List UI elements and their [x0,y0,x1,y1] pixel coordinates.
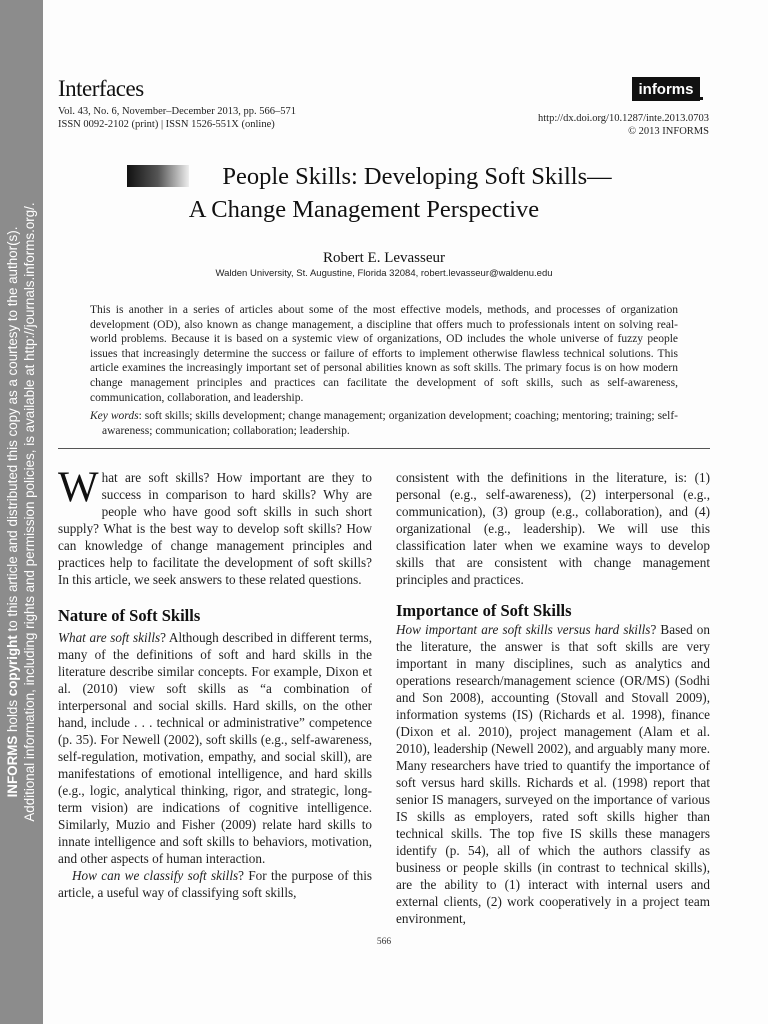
keywords-list: : soft skills; skills development; change management; organization development; coaching; mentoring; training; self-awareness; communication; collaboration; leadership. [102,410,679,437]
right-column [396,469,710,927]
abstract-text: This is another in a series of articles about some of the most effective models, methods, and processes of organization development (OD), also known as change management, a discipline that offers much to professionals intent on solving real-world problems. Because it is based on a systemic view of organizations, OD includes the whole universe of fuzzy people issues that increasingly determine the success or failure of efforts to implement otherwise flawless technical solutions. This article examines the increasingly important set of personal abilities known as soft skills. The primary focus is on how modern change management principles and practices can facilitate the development of soft skills, such as self-awareness, communication, collaboration, and leadership. [90,304,678,404]
author-affiliation: Walden University, St. Augustine, Florida 32084, robert.levasseur@waldenu.edu [215,268,553,279]
importance-paragraph-1: How important are soft skills versus hard skills? Based on the literature, the answer is that soft skills are very important in many disciplines, such as analytics and operations research/management science (OR/MS) (Sodhi and Son 2008), accounting (Stovall and Stovall 2009), information systems (IS) (Richards et al. 1998), finance (Dixon et al. 2010), project management (Alam et al. 2010), leadership (Newell 2002), and arguably many more. Many researchers have tried to quantify the importance of soft versus hard skills. Richards et al. (1998) report that senior IS managers, surveyed on the importance of various IS skills as employers, rated soft skills higher than technical skills. The top five IS skills these managers identify (p. 54), all of which the authors classify as business or people skills (in contrast to technical skills), are the ability to (1) interact with internal users and external clients, (2) work cooperatively in a project team environment, [396,622,710,926]
page-number: 566 [376,937,392,947]
intro-paragraph: What are soft skills? How important are they to success in comparison to hard skills? Why are people who have good soft skills in such short supply? What is the best way to develop soft skills? How can knowledge of change management principles and practices help to facilitate the development of soft skills? In this article, we seek answers to these related questions. [58,464,372,587]
classification-paragraph: consistent with the definitions in the literature, is: (1) personal (e.g., self-awareness), (2) interpersonal (e.g., communication), (3) group (e.g., collaboration), and (4) organizational (e.g., leadership). We will use this classification later when we examine ways to develop skills that are consistent with change management principles and practices. [396,470,710,587]
section-heading-nature: Nature of Soft Skills [58,606,201,625]
doi-block [538,112,709,138]
author-name: Robert E. Levasseur [322,250,446,266]
abstract [90,303,678,438]
copyright-line-2: Additional information, including rights and permission policies, is available at http://journals.informs.org/. [22,202,37,822]
drop-cap: W [58,464,99,511]
left-column [58,464,372,901]
volume-line: Vol. 43, No. 6, November–December 2013, pp. 566–571 [58,106,297,117]
copyright-sidebar [0,0,43,1024]
nature-paragraph-1: What are soft skills? Although described in different terms, many of the definitions of soft and hard skills in the literature describe similar concepts. For example, Dixon et al. (2010) view soft skills as “a combination of interpersonal and social skills. Hard skills, on the other hand, include . . . technical or administrative” competence (p. 35). For Newell (2002), soft skills (e.g., self-awareness, self-regulation, motivation, empathy, and social skill), are manifestations of emotional intelligence, and hard skills (e.g., logic, analytical thinking, rigor, and strategic, long-term vision) are indications of cognitive intelligence. Similarly, Muzio and Fisher (2009) relate hard skills to innate intelligence and soft skills to behaviors, motivation, and other aspects of human interaction. [58,630,372,866]
section-heading-importance: Importance of Soft Skills [396,601,572,620]
doi-link[interactable]: http://dx.doi.org/10.1287/inte.2013.0703 [537,113,709,124]
informs-logo [632,77,704,103]
section-divider [58,448,710,449]
issn-line: ISSN 0092-2102 (print) | ISSN 1526-551X (online) [58,119,275,130]
logo-text: informs [638,81,694,98]
issue-info [58,105,296,131]
keywords [90,409,678,438]
article-title-line-2: A Change Management Perspective [188,196,540,223]
nature-paragraph-2: How can we classify soft skills? For the purpose of this article, a useful way of classifying soft skills, [58,868,372,900]
keywords-label: Key words [90,410,139,423]
journal-name: Interfaces [58,76,144,101]
copyright-line: © 2013 INFORMS [628,126,709,137]
copyright-line-1: INFORMS holds copyright to this article and distributed this copy as a courtesy to the author(s). [5,226,20,798]
article-title-line-1: People Skills: Developing Soft Skills— [222,163,612,190]
copyright-notice [4,12,38,1012]
